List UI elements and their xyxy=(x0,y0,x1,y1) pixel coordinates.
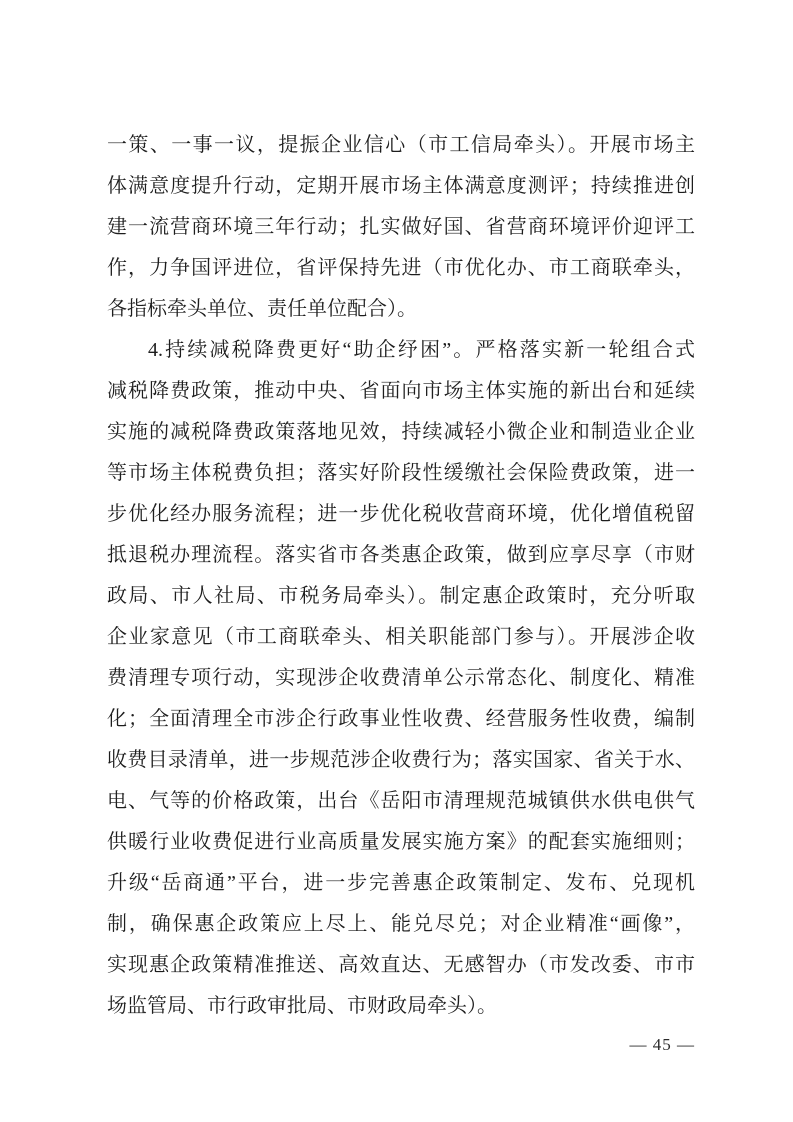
text-line: 供暖行业收费促进行业高质量发展实施方案》的配套实施细则； xyxy=(107,831,695,853)
text-line: 实施的减税降费政策落地见效，持续减轻小微企业和制造业企业 xyxy=(107,421,695,443)
text-line: 等市场主体税费负担；落实好阶段性缓缴社会保险费政策，进一 xyxy=(107,462,695,484)
text-line: 建一流营商环境三年行动；扎实做好国、省营商环境评价迎评工 xyxy=(107,216,695,238)
text-line: 4.持续减税降费更好“助企纾困”。严格落实新一轮组合式 xyxy=(148,339,695,361)
text-line: 制，确保惠企政策应上尽上、能兑尽兑；对企业精准“画像”， xyxy=(107,913,695,935)
text-line: 步优化经办服务流程；进一步优化税收营商环境，优化增值税留 xyxy=(107,503,695,525)
page-number: — 45 — xyxy=(629,1035,695,1054)
text-line: 费清理专项行动，实现涉企收费清单公示常态化、制度化、精准 xyxy=(107,667,695,689)
text-line: 电、气等的价格政策，出台《岳阳市清理规范城镇供水供电供气 xyxy=(107,790,695,812)
document-body xyxy=(107,125,695,1027)
text-line: 企业家意见（市工商联牵头、相关职能部门参与）。开展涉企收 xyxy=(107,626,695,648)
text-line: 各指标牵头单位、责任单位配合）。 xyxy=(107,298,417,320)
text-line: 升级“岳商通”平台，进一步完善惠企政策制定、发布、兑现机 xyxy=(107,872,695,894)
text-line: 作，力争国评进位，省评保持先进（市优化办、市工商联牵头， xyxy=(107,257,695,279)
text-line: 场监管局、市行政审批局、市财政局牵头）。 xyxy=(107,995,497,1017)
text-line: 抵退税办理流程。落实省市各类惠企政策，做到应享尽享（市财 xyxy=(107,544,695,566)
text-line: 化；全面清理全市涉企行政事业性收费、经营服务性收费，编制 xyxy=(107,708,695,730)
text-line: 减税降费政策，推动中央、省面向市场主体实施的新出台和延续 xyxy=(107,380,695,402)
text-line: 一策、一事一议，提振企业信心（市工信局牵头）。开展市场主 xyxy=(107,134,695,156)
text-line: 实现惠企政策精准推送、高效直达、无感智办（市发改委、市市 xyxy=(107,954,695,976)
text-line: 政局、市人社局、市税务局牵头）。制定惠企政策时，充分听取 xyxy=(107,585,695,607)
text-line: 收费目录清单，进一步规范涉企收费行为；落实国家、省关于水、 xyxy=(107,749,695,771)
text-line: 体满意度提升行动，定期开展市场主体满意度测评；持续推进创 xyxy=(107,175,695,197)
